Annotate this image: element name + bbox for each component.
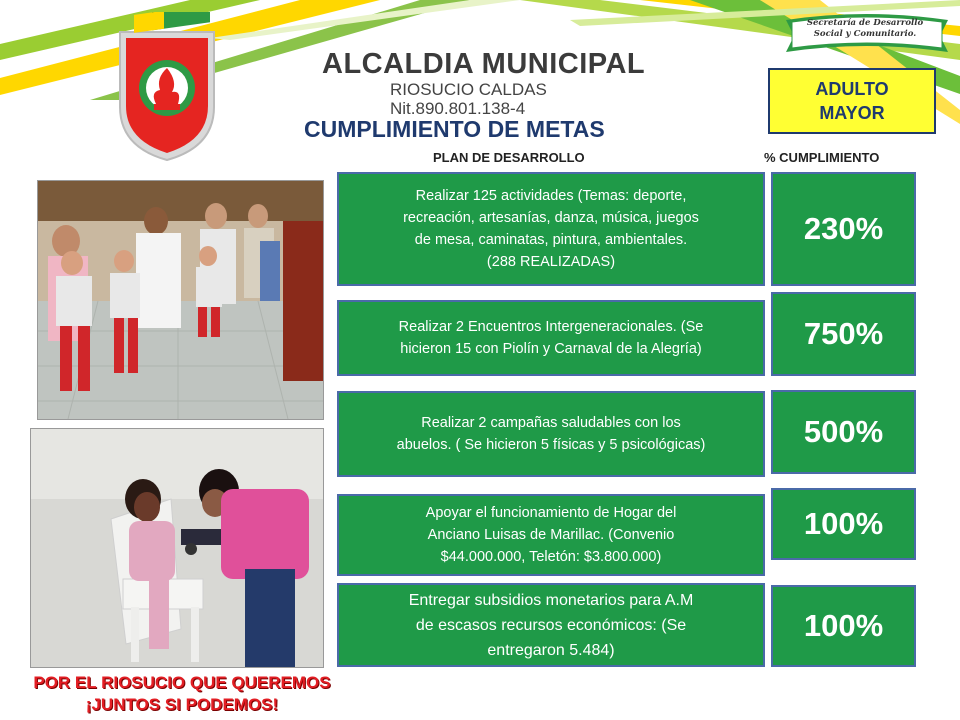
goal-1-line-2: recreación, artesanías, danza, música, juegos [403,210,699,226]
column-header-plan: PLAN DE DESARROLLO [433,150,585,165]
goal-percent-5: 100% [771,585,916,667]
goal-description-2 [337,300,765,376]
org-nit: Nit.890.801.138-4 [390,99,526,118]
goal-percent-1: 230% [771,172,916,286]
coat-of-arms-logo [112,12,222,162]
goal-5-line-2: de escasos recursos económicos: (Se [415,616,687,634]
photo-group-activity [37,180,324,420]
slogan-line-1: POR EL RIOSUCIO QUE QUEREMOS [33,673,331,692]
goal-4-line-3: $44.000.000, Teletón: $3.800.000) [440,549,662,565]
category-line-2: MAYOR [819,103,885,123]
org-city: RIOSUCIO CALDAS [390,80,547,99]
category-line-1: ADULTO [815,79,889,99]
goal-description-1 [337,172,765,286]
page-title: CUMPLIMIENTO DE METAS [304,116,605,142]
secretariat-label [790,18,940,40]
goal-4-line-1: Apoyar el funcionamiento de Hogar del [425,505,677,521]
goal-description-3 [337,391,765,477]
slogan [32,672,332,716]
goal-5-line-3: entregaron 5.484) [487,641,615,659]
secretariat-line-1: Secretaría de Desarrollo [806,18,924,28]
goal-5-line-1: Entregar subsidios monetarios para A.M [408,591,694,609]
goal-description-4 [337,494,765,576]
goal-4-line-2: Anciano Luisas de Marillac. (Convenio [427,527,675,543]
goal-3-line-2: abuelos. ( Se hicieron 5 físicas y 5 psicológicas) [396,437,706,453]
goal-percent-3: 500% [771,390,916,474]
category-badge [768,68,936,134]
goal-2-line-1: Realizar 2 Encuentros Intergeneracionales. (Se [398,319,704,335]
org-title: ALCALDIA MUNICIPAL [322,48,646,80]
goal-1-line-4: (288 REALIZADAS) [486,254,616,270]
goal-3-line-1: Realizar 2 campañas saludables con los [421,415,681,431]
goal-2-line-2: hicieron 15 con Piolín y Carnaval de la Alegría) [400,341,702,357]
goal-description-5 [337,583,765,667]
goal-percent-4: 100% [771,488,916,560]
goal-1-line-1: Realizar 125 actividades (Temas: deporte, [415,188,687,204]
photo-health-check [30,428,324,668]
goal-1-line-3: de mesa, caminatas, pintura, ambientales. [414,232,688,248]
column-header-percent: % CUMPLIMIENTO [764,150,880,165]
slogan-line-2: ¡JUNTOS SI PODEMOS! [85,695,279,714]
goal-percent-2: 750% [771,292,916,376]
secretariat-line-2: Social y Comunitario. [813,29,917,39]
org-subtitle [390,80,547,118]
